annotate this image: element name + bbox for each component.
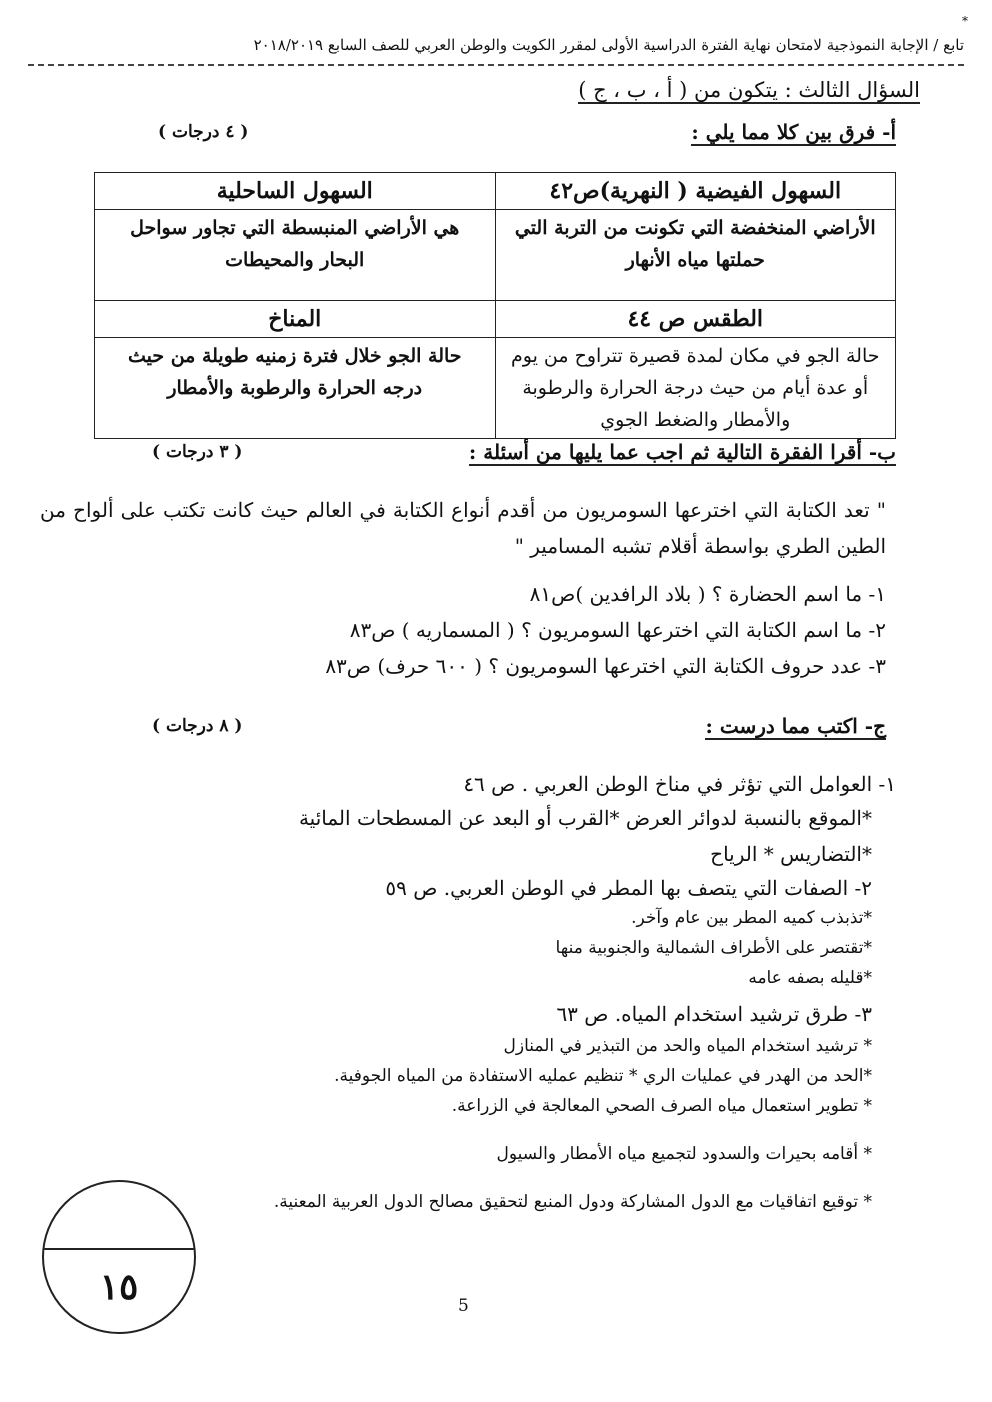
score-divider <box>44 1248 194 1250</box>
table-row <box>95 210 896 301</box>
list-item: * تطوير استعمال مياه الصرف الصحي المعالجة في الزراعة. <box>451 1096 872 1116</box>
item-title: ٢- الصفات التي يتصف بها المطر في الوطن العربي. ص ٥٩ <box>385 876 872 900</box>
score-circle <box>42 1180 196 1334</box>
list-item: *الموقع بالنسبة لدوائر العرض *القرب أو البعد عن المسطحات المائية <box>298 806 872 830</box>
list-item: * ترشيد استخدام المياه والحد من التبذير في المنازل <box>503 1036 872 1056</box>
table-cell: هي الأراضي المنبسطة التي تجاور سواحل البحار والمحيطات <box>95 210 496 301</box>
table-heading: السهول الساحلية <box>95 173 496 210</box>
section-a-title <box>691 120 896 144</box>
table-cell: الأراضي المنخفضة التي تكونت من التربة التي حملتها مياه الأنهار <box>495 210 896 301</box>
header-divider <box>28 64 964 66</box>
list-item: ٢- ما اسم الكتابة التي اخترعها السومريون ؟ ( المسماريه ) ص٨٣ <box>349 618 886 642</box>
question-title <box>578 78 920 102</box>
table-heading: السهول الفيضية ( النهرية)ص٤٢ <box>495 173 896 210</box>
question-title-text: السؤال الثالث : يتكون من ( أ ، ب ، ج ) <box>578 78 920 102</box>
list-item: ١- ما اسم الحضارة ؟ ( بلاد الرافدين )ص٨١ <box>529 582 886 606</box>
section-c-title <box>705 714 886 738</box>
section-b-title <box>469 440 896 464</box>
list-item: *تذبذب كميه المطر بين عام وآخر. <box>631 908 872 928</box>
list-item: *الحد من الهدر في عمليات الري * تنظيم عمليه الاستفادة من المياه الجوفية. <box>334 1066 872 1086</box>
table-heading: الطقس ص ٤٤ <box>495 301 896 338</box>
table-row <box>95 301 896 338</box>
list-item: *تقتصر على الأطراف الشمالية والجنوبية منها <box>555 938 872 958</box>
section-c-marks: ( ٨ درجات ) <box>152 716 243 736</box>
section-c-title-text: ج- اكتب مما درست : <box>705 714 886 738</box>
page-header: تابع / الإجابة النموذجية لامتحان نهاية الفترة الدراسية الأولى لمقرر الكويت والوطن العربي للصف السابع ٢٠١٨/٢٠١٩ <box>253 36 964 54</box>
corner-mark: * <box>962 14 968 28</box>
section-b-marks: ( ٣ درجات ) <box>152 442 243 462</box>
table-cell: حالة الجو خلال فترة زمنيه طويلة من حيث درجه الحرارة والرطوبة والأمطار <box>95 338 496 439</box>
passage: " تعد الكتابة التي اخترعها السومريون من أقدم أنواع الكتابة في العالم حيث كانت تكتب على ألواح من الطين الطري بواسطة أقلام تشبه المسامير " <box>40 498 886 558</box>
list-item: *التضاريس * الرياح <box>710 842 872 866</box>
list-item: * أقامه بحيرات والسدود لتجميع مياه الأمطار والسيول <box>496 1144 872 1164</box>
item-title: ٣- طرق ترشيد استخدام المياه. ص ٦٣ <box>556 1002 872 1026</box>
table-cell: حالة الجو في مكان لمدة قصيرة تتراوح من يوم أو عدة أيام من حيث درجة الحرارة والرطوبة والأمطار والضغط الجوي <box>495 338 896 439</box>
section-a-marks: ( ٤ درجات ) <box>158 122 249 142</box>
page-number: 5 <box>458 1296 469 1316</box>
section-a-title-text: أ- فرق بين كلا مما يلي : <box>691 120 896 144</box>
total-score: ١٥ <box>99 1266 139 1308</box>
item-title: ١- العوامل التي تؤثر في مناخ الوطن العربي . ص ٤٦ <box>463 772 896 796</box>
list-item: * توقيع اتفاقيات مع الدول المشاركة ودول المنبع لتحقيق مصالح الدول العربية المعنية. <box>273 1192 872 1212</box>
list-item: ٣- عدد حروف الكتابة التي اخترعها السومريون ؟ ( ٦٠٠ حرف) ص٨٣ <box>325 654 886 678</box>
table-heading: المناخ <box>95 301 496 338</box>
section-b-title-text: ب- أقرا الفقرة التالية ثم اجب عما يليها من أسئلة : <box>468 440 896 464</box>
table-row <box>95 173 896 210</box>
table-row <box>95 338 896 439</box>
comparison-table <box>94 172 896 439</box>
list-item: *قليله بصفه عامه <box>748 968 872 988</box>
